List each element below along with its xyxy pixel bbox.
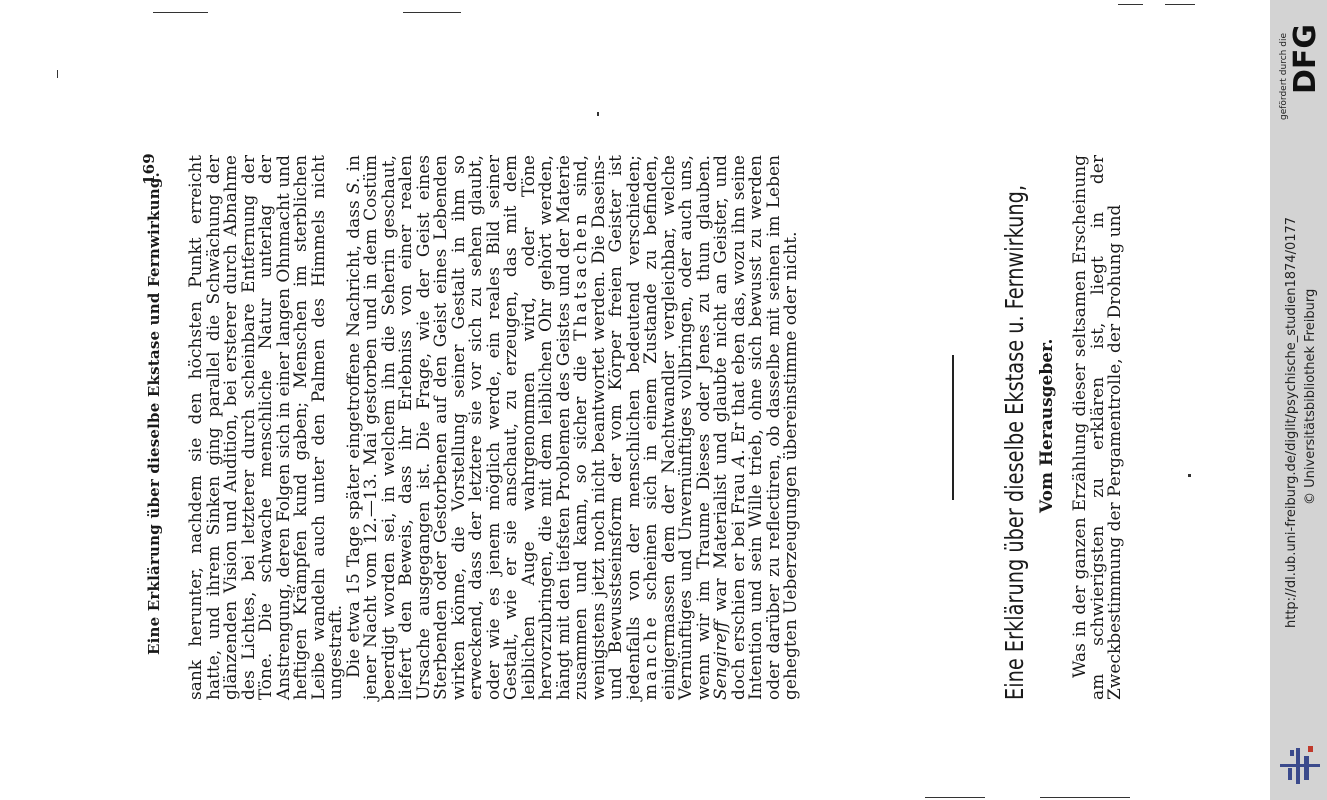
column-2-text: Was in der ganzen Erzählung dieser seltsamen Erscheinung am schwierigsten zu erklären ist, liegt in der Zweckbestimmung der Pergamentrolle, der Drohung und	[1070, 155, 1125, 700]
scan-mark	[57, 70, 58, 78]
scan-mark	[1118, 4, 1143, 5]
scan-mark	[925, 797, 985, 798]
page-number: 169	[140, 153, 158, 185]
scan-mark	[597, 112, 599, 116]
viewer-sidebar	[1270, 0, 1327, 800]
column-1-text	[188, 155, 801, 700]
scan-mark	[1165, 4, 1195, 5]
header-title: Eine Erklärung über dieselbe Ekstase und Fernwirkung.	[145, 172, 163, 655]
copyright-notice: © Universitätsbibliothek Freiburg	[1303, 288, 1318, 505]
scan-mark	[403, 12, 461, 13]
scan-mark	[1040, 797, 1130, 798]
scan-mark	[153, 12, 208, 13]
column-1-paragraph: Die etwa 15 Tage später eingetroffene Nachricht, dass S. in jener Nacht vom 12.—13. Mai gestorben und in dem Costüm beerdigt worden sei, in welchem ihn die Seherin geschaut, liefert den Beweis, dass ihr Erlebniss von einer realen Ursache ausgegangen ist. Die Frage, wie der Geist eines Sterbenden oder Gestorbenen auf den Geist eines Lebenden wirken könne, die Vorstellung seiner Gestalt in ihm so erweckend, dass der letztere sie vor sich zu sehen glaubt, oder wie es jenem möglich werde, ein reales Bild seiner Gestalt, wie er sie anschaut, zu erzeugen, das mit dem leiblichen Auge wahrgenommen wird, oder Töne hervorzubringen, die mit dem leiblichen Ohr gehört werden, hängt mit den tiefsten Problemen des Geistes und der Materie zusammen und kann, so sicher die Thatsachen sind, wenigstens jetzt noch nicht beantwortet werden. Die Daseins- und Bewusstseinsform der vom Körper freien Geister ist jedenfalls von der menschlichen bedeutend verschieden; manche scheinen sich in einem Zustande zu befinden, einigermassen dem der Nachtwandler vergleichbar, welche Vernünftiges und Unvernünftiges vollbringen, oder auch uns, wenn wir im Traume Dieses oder Jenes zu thun glauben. Sengireff war Materialist und glaubte nicht an Geister, und doch erschien er bei Frau A. Er that eben das, wozu ihn seine Intention und sein Wille trieb, ohne sich bewusst zu werden oder darüber zu reflectiren, ob dasselbe mit seinen im Leben gehegten Ueberzeugungen übereinstimme oder nicht.	[343, 155, 801, 700]
funding-label: gefördert durch die	[1279, 33, 1289, 120]
column-1-paragraph: sank herunter, nachdem sie den höchsten Punkt erreicht hatte, und ihrem Sinken ging parallel die Schwächung der glänzenden Vision und Audition, bei ersterer durch Abnahme des Lichtes, bei letzterer durch scheinbare Entfernung der Töne. Die schwache menschliche Natur unterlag der Anstrengung, deren Folgen sich in einer langen Ohnmacht und heftigen Krämpfen kund gaben; Menschen im sterblichen Leibe wandeln auch unter den Palmen des Himmels nicht ungestraft.	[186, 155, 346, 700]
running-header	[145, 155, 163, 655]
ub-freiburg-logo-icon	[1280, 746, 1320, 786]
dfg-logo: DFG	[1288, 23, 1323, 94]
article-title: Eine Erklärung über dieselbe Ekstase u. Fernwirkung,	[1000, 184, 1029, 701]
source-url[interactable]: http://dl.ub.uni-freiburg.de/diglit/psychische_studien1874/0177	[1284, 216, 1299, 628]
section-divider	[952, 355, 954, 500]
article-byline: Vom Herausgeber.	[1037, 338, 1057, 513]
scan-mark	[1188, 474, 1191, 477]
